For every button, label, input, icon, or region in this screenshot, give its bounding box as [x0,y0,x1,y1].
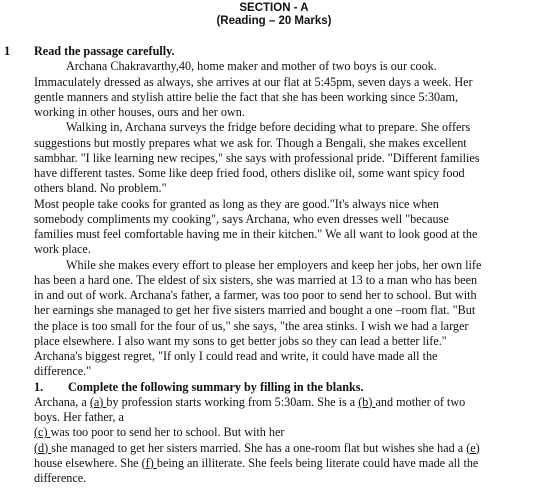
sub-question-text: Complete the following summary by filling in the blanks. [68,379,364,394]
sub-question [34,380,542,395]
summary-line: difference. [34,471,87,485]
summary-line: boys. Her father, a [34,410,124,424]
text-line: work place. [34,242,91,257]
blank-d: (d) [34,440,52,455]
text-line: suggestions but mostly prepares what we ask for. Though a Bengali, she makes excellent [34,135,467,150]
text-line: somebody compliments my cooking", says Archana, who even dresses well "because [34,211,449,226]
text-line: families must feel comfortable having me in their kitchen." We all want to look good at the [34,227,478,241]
text-line: has been a hard one. The eldest of six sisters, she was married at 13 to a man who has been [34,272,478,287]
text-line: her earnings she managed to get her five sisters married and bought a one –room flat. "But [34,303,476,318]
section-subtitle: (Reading – 20 Marks) [216,15,332,27]
text-line: others bland. No problem." [34,181,167,196]
sub-question-number: 1. [34,379,44,394]
summary-text: Archana, a [34,394,90,409]
text-line: Most people take cooks for granted as long as they are good."It's always nice when [34,196,439,211]
paragraph-3 [34,197,542,258]
section-heading: SECTION - A [239,2,309,14]
text-line: in and out of work. Archana's father, a farmer, was too poor to send her to school. But with [34,288,477,302]
summary-line [34,425,542,440]
summary-line [34,456,542,471]
text-line: Archana's biggest regret, "If only I could read and write, it could have made all the [34,349,438,363]
blank-b: (b) [358,394,376,409]
text-line: gentle manners and stylish attire belie the fact that she has been working since 5:30am, [34,89,459,104]
summary [34,395,542,487]
question-number: 1 [4,44,11,58]
text-line: place elsewhere. I also want my sons to get better jobs so they can lead a better life." [34,333,447,348]
summary-line [34,441,542,456]
summary-text: she managed to get her sisters married. She has a one-room flat but wishes she had a [51,440,467,455]
blank-c: (c) [34,425,51,440]
text-line: Archana Chakravarthy,40, home maker and mother of two boys is our cook. [66,59,437,74]
question-body [34,44,542,486]
paragraph-2 [34,120,542,196]
text-line: the place is too small for the four of us," she says, "the area stinks. I wish we had a larger [34,318,469,333]
summary-text: was too poor to send her to school. But with her [50,425,285,440]
summary-text: and mother of two [375,394,466,409]
blank-f: (f) [141,455,157,470]
text-line: have different tastes. Some like deep fried food, others dislike oil, some want spicy food [34,166,465,180]
instruction: Read the passage carefully. [34,44,175,58]
blank-a: (a) [89,394,107,409]
text-line: Immaculately dressed as always, she arrives at our flat at 5:45pm, seven days a week. Her [34,74,473,89]
paragraph-1 [34,59,542,120]
blank-e: (e) [466,440,480,455]
text-line: sambhar. "I like learning new recipes," she says with professional pride. "Different families [34,150,480,165]
text-line: working in other houses, ours and her own. [34,105,245,119]
summary-line [34,395,542,410]
text-line: Walking in, Archana surveys the fridge before deciding what to prepare. She offers [66,120,471,135]
summary-text: being an illiterate. She feels being literate could have made all the [156,455,479,470]
paragraph-4 [34,258,542,380]
text-line: While she makes every effort to please her employers and keep her jobs, her own life [66,257,482,272]
text-line: difference." [34,364,92,379]
summary-text: by profession starts working from 5:30am. She is a [106,394,359,409]
summary-text: house elsewhere. She [34,455,142,470]
